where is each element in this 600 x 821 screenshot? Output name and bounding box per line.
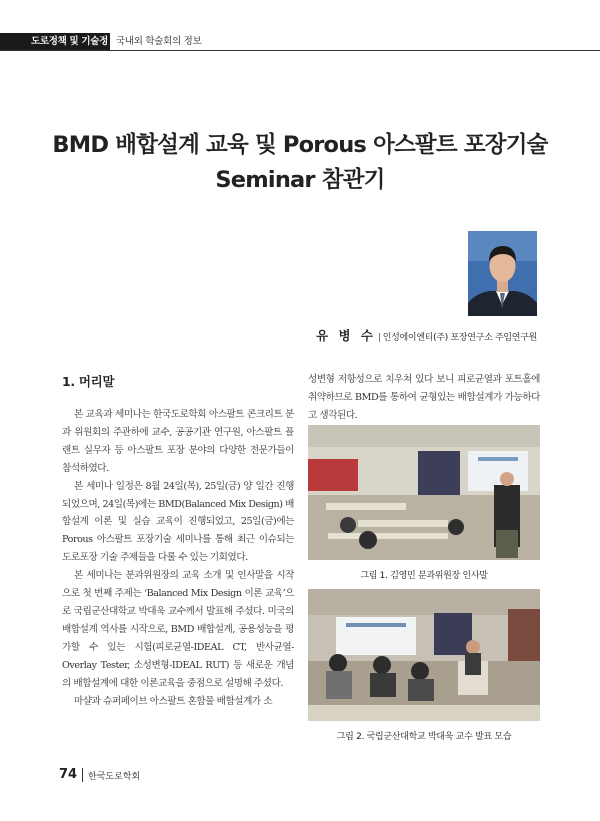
footer-separator: [82, 768, 83, 782]
byline-separator: |: [378, 333, 381, 343]
article-title: [20, 128, 580, 198]
figure-1-caption: 그림 1. 김영민 분과위원장 인사말: [360, 571, 488, 581]
author-photo: [468, 231, 537, 316]
paragraph: 본 교육과 세미나는 한국도로학회 아스팔트 콘크리트 분과 위원회의 주관하에 교수, 공공기관 연구원, 아스팔트 플랜트 실무자 등 아스팔트 포장 분야의 다양한 전문가들이 참석하였다.: [62, 409, 294, 474]
figure-1-photo: [308, 425, 540, 560]
left-column-body: [62, 406, 294, 710]
figure-2-photo: [308, 589, 540, 721]
paragraph: 본 세미나는 분과위원장의 교육 소개 및 인사말을 시작으로 첫 번째 주제는 ‘Balanced Mix Design 이론 교육’으로 국립군산대학교 박대욱 교수께서 발표해 주셨다. 미국의 배합설계 역사를 시작으로, BMD 배합설계, 공용성능을 평가할 수 있는 시험(피로균열-IDEAL CT, 반사균열-Overlay Tester, 소성변형-IDEAL RUT) 등 새로운 개념의 배합설계에 대한 이론교육을 중점으로 설명해 주셨다.: [62, 570, 294, 689]
paragraph: 마샬과 슈퍼페이브 아스팔트 혼합물 배합설계가 소: [74, 695, 273, 707]
author-name: 유 병 수: [316, 328, 377, 343]
author-affiliation: 인성에이엔티(주) 포장연구소 주임연구원: [382, 333, 537, 343]
paragraph: 본 세미나 일정은 8월 24일(목), 25일(금) 양 일간 진행되었으며, 24일(목)에는 BMD(Balanced Mix Design) 배합설계 이론 및 실습 교육이 진행되었고, 25일(금)에는 Porous 아스팔트 포장기술 세미나를 통해 최근 이슈되는 도로포장 기술 주제들을 다룰 수 있는 기회였다.: [62, 480, 294, 564]
page-number: 74: [59, 767, 78, 782]
header-divider: [0, 50, 600, 51]
right-column-body: [308, 371, 540, 425]
figure-2-caption: 그림 2. 국립군산대학교 박대욱 교수 발표 모습: [336, 732, 512, 742]
publication-name: 한국도로학회: [88, 772, 141, 782]
title-line-2: Seminar 참관기: [215, 167, 385, 193]
section-tag: 도로정책 및 기술정보: [0, 33, 110, 50]
subsection-label: 국내외 학술회의 정보: [116, 36, 202, 47]
author-byline: [316, 326, 537, 344]
paragraph: 성변형 저항성으로 치우쳐 있다 보니 피로균열과 포트홀에 취약하므로 BMD를 통하여 균형있는 배합설계가 가능하다고 생각된다.: [308, 374, 540, 421]
section-heading: 1. 머리말: [62, 374, 115, 389]
title-line-1: BMD 배합설계 교육 및 Porous 아스팔트 포장기술: [52, 132, 548, 158]
